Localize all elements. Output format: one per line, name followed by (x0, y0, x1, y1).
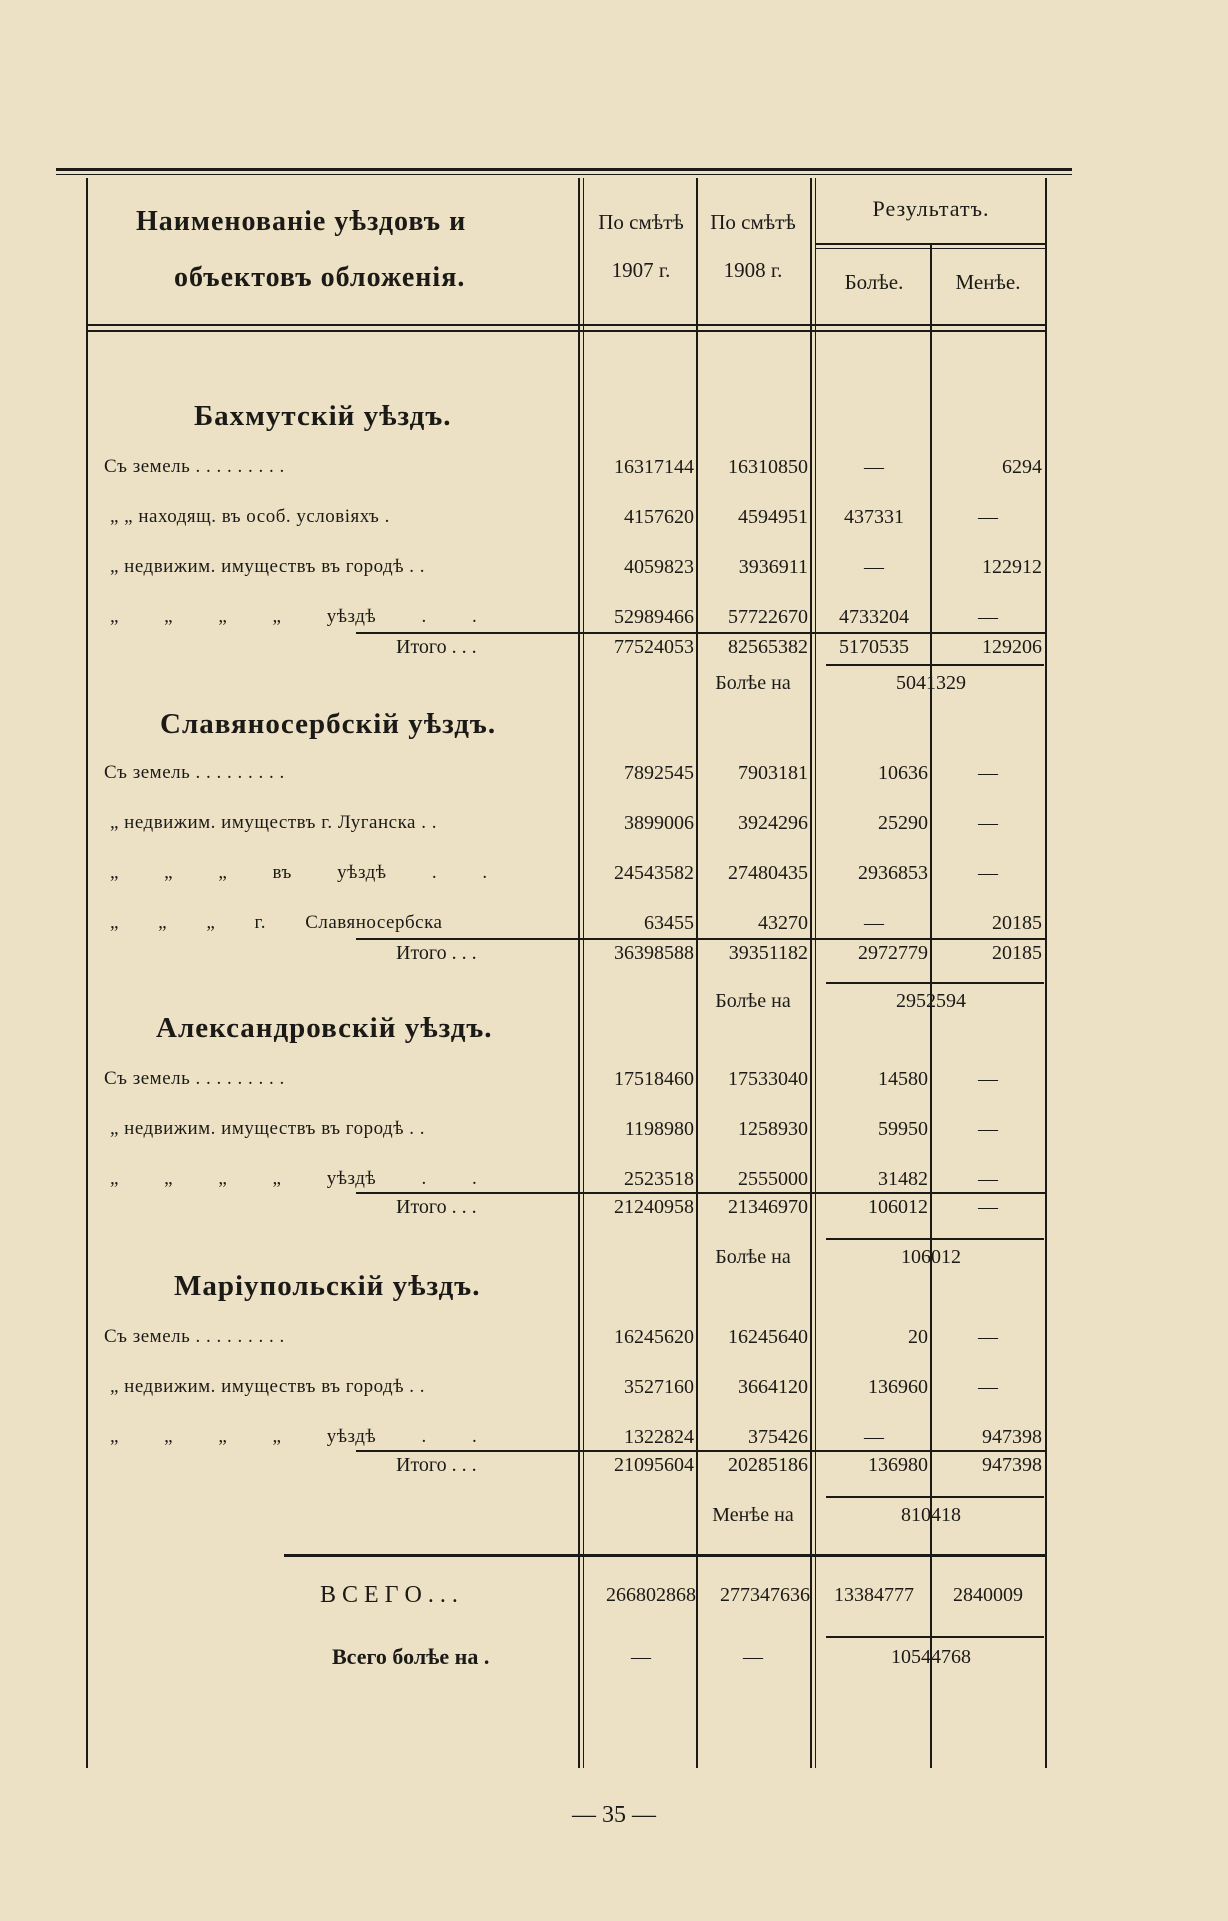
col-1907-line2: 1907 г. (611, 258, 671, 282)
balance-brace (826, 982, 1044, 984)
cell-1908: 4594951 (738, 506, 808, 528)
total-less: 947398 (982, 1454, 1042, 1476)
cell-1908: 57722670 (728, 606, 808, 628)
row-label: „ „ находящ. въ особ. условіяхъ . (110, 506, 390, 527)
cell-1907: 52989466 (614, 606, 694, 628)
cell-more: 14580 (878, 1068, 928, 1090)
cell-more: — (864, 456, 884, 478)
col-1907-line1: По смѣтѣ (598, 210, 684, 234)
total-1907: 77524053 (614, 636, 694, 658)
cell-less: — (978, 606, 998, 628)
cell-1908: 7903181 (738, 762, 808, 784)
grand-balance-1907: — (631, 1646, 651, 1668)
cell-more: — (864, 1426, 884, 1448)
cell-less: 947398 (982, 1426, 1042, 1448)
cell-1908: 375426 (748, 1426, 808, 1448)
total-more: 2972779 (858, 942, 928, 964)
cell-1907: 24543582 (614, 862, 694, 884)
col-line-right (1045, 178, 1047, 1768)
cell-1908: 3924296 (738, 812, 808, 834)
grand-total-label: В С Е Г О . . . (320, 1582, 458, 1608)
district-title: Бахмутскій уѣздъ. (194, 400, 452, 432)
total-1908: 39351182 (728, 942, 808, 964)
district-title: Александровскій уѣздъ. (156, 1012, 493, 1044)
row-label: Съ земель . . . . . . . . . (104, 1326, 285, 1347)
cell-1908: 43270 (758, 912, 808, 934)
balance-brace (826, 1496, 1044, 1498)
col-line-1908-right-2 (815, 178, 816, 1768)
cell-more: 136960 (868, 1376, 928, 1398)
district-title: Славяносербскій уѣздъ. (160, 708, 497, 740)
col-line-left (86, 178, 88, 1768)
balance-label: Менѣе на (712, 1504, 794, 1526)
total-less: 20185 (992, 942, 1042, 964)
cell-less: — (978, 862, 998, 884)
cell-less: — (978, 762, 998, 784)
cell-less: — (978, 1376, 998, 1398)
cell-less: — (978, 812, 998, 834)
cell-less: 122912 (982, 556, 1042, 578)
grand-balance-brace (826, 1636, 1044, 1638)
top-rule-thin (56, 174, 1072, 175)
row-label: „ „ „ „ уѣздѣ . . (110, 1426, 478, 1447)
col-1908-line1: По смѣтѣ (710, 210, 796, 234)
row-label: „ недвижим. имуществъ въ городѣ . . (110, 1118, 426, 1139)
grand-balance-1908: — (743, 1646, 763, 1668)
grand-balance-label: Всего болѣе на . (332, 1644, 490, 1669)
row-label: „ „ „ въ уѣздѣ . . (110, 862, 488, 883)
total-rule (356, 632, 1046, 634)
cell-1907: 63455 (644, 912, 694, 934)
cell-less: 6294 (1002, 456, 1042, 478)
cell-1907: 3899006 (624, 812, 694, 834)
cell-more: 10636 (878, 762, 928, 784)
balance-label: Болѣе на (715, 990, 791, 1012)
page-number: — 35 — (572, 1802, 656, 1828)
total-more: 106012 (868, 1196, 928, 1218)
col-more: Болѣе. (844, 270, 904, 294)
col-line-1907-right (696, 178, 698, 1768)
cell-1907: 3527160 (624, 1376, 694, 1398)
col-1908-line2: 1908 г. (723, 258, 783, 282)
cell-1907: 16317144 (614, 456, 694, 478)
total-less: 129206 (982, 636, 1042, 658)
cell-1907: 2523518 (624, 1168, 694, 1190)
cell-1908: 16245640 (728, 1326, 808, 1348)
total-label: Итого . . . (396, 942, 477, 964)
cell-less: — (978, 1326, 998, 1348)
cell-more: 25290 (878, 812, 928, 834)
total-label: Итого . . . (396, 636, 477, 658)
total-rule (356, 1450, 1046, 1452)
total-rule (356, 938, 1046, 940)
grand-total-1907: 266802868 (606, 1584, 696, 1606)
total-1908: 20285186 (728, 1454, 808, 1476)
cell-1907: 4157620 (624, 506, 694, 528)
cell-more: 437331 (844, 506, 904, 528)
total-more: 136980 (868, 1454, 928, 1476)
col-line-1907-left-2 (583, 178, 584, 1768)
cell-1907: 7892545 (624, 762, 694, 784)
cell-1907: 17518460 (614, 1068, 694, 1090)
row-label: „ недвижим. имуществъ въ городѣ . . (110, 556, 426, 577)
cell-more: — (864, 556, 884, 578)
header-rule (86, 324, 1046, 326)
grand-total-more: 13384777 (834, 1584, 914, 1606)
cell-1908: 2555000 (738, 1168, 808, 1190)
cell-more: 20 (908, 1326, 928, 1348)
cell-less: — (978, 1168, 998, 1190)
grand-total-1908: 277347636 (720, 1584, 810, 1606)
row-label: Съ земель . . . . . . . . . (104, 762, 285, 783)
row-label: „ „ „ „ уѣздѣ . . (110, 606, 478, 627)
cell-more: 31482 (878, 1168, 928, 1190)
balance-value: 810418 (901, 1504, 961, 1526)
cell-1908: 3664120 (738, 1376, 808, 1398)
row-label: „ недвижим. имуществъ въ городѣ . . (110, 1376, 426, 1397)
balance-value: 5041329 (896, 672, 966, 694)
header-rule-2 (86, 330, 1046, 332)
balance-value: 106012 (901, 1246, 961, 1268)
col-line-1907-left (578, 178, 580, 1768)
cell-1907: 1198980 (624, 1118, 694, 1140)
cell-less: — (978, 1068, 998, 1090)
cell-1908: 17533040 (728, 1068, 808, 1090)
cell-more: 4733204 (839, 606, 909, 628)
grand-total-rule (284, 1554, 1046, 1557)
top-rule (56, 168, 1072, 171)
cell-1907: 4059823 (624, 556, 694, 578)
balance-label: Болѣе на (715, 1246, 791, 1268)
grand-total-less: 2840009 (953, 1584, 1023, 1606)
grand-balance-value: 10544768 (891, 1646, 971, 1668)
total-label: Итого . . . (396, 1454, 477, 1476)
total-1907: 21095604 (614, 1454, 694, 1476)
cell-1907: 1322824 (624, 1426, 694, 1448)
cell-1908: 1258930 (738, 1118, 808, 1140)
col-result: Результатъ. (872, 196, 990, 221)
district-title: Маріупольскій уѣздъ. (174, 1270, 481, 1302)
cell-1908: 16310850 (728, 456, 808, 478)
row-label: Съ земель . . . . . . . . . (104, 1068, 285, 1089)
row-label: „ „ „ „ уѣздѣ . . (110, 1168, 478, 1189)
balance-value: 2952594 (896, 990, 966, 1012)
balance-label: Болѣе на (715, 672, 791, 694)
cell-more: 59950 (878, 1118, 928, 1140)
col-name-line2: объектовъ обложенія. (174, 262, 466, 293)
total-1907: 21240958 (614, 1196, 694, 1218)
total-1908: 21346970 (728, 1196, 808, 1218)
total-label: Итого . . . (396, 1196, 477, 1218)
col-name-line1: Наименованіе уѣздовъ и (136, 206, 467, 237)
balance-brace (826, 664, 1044, 666)
cell-1908: 27480435 (728, 862, 808, 884)
total-rule (356, 1192, 1046, 1194)
col-less: Менѣе. (955, 270, 1021, 294)
cell-1907: 16245620 (614, 1326, 694, 1348)
row-label: „ „ „ г. Славяносербска (110, 912, 443, 933)
total-more: 5170535 (839, 636, 909, 658)
col-line-1908-right (810, 178, 812, 1768)
total-1908: 82565382 (728, 636, 808, 658)
row-label: Съ земель . . . . . . . . . (104, 456, 285, 477)
cell-less: — (978, 1118, 998, 1140)
total-1907: 36398588 (614, 942, 694, 964)
row-label: „ недвижим. имуществъ г. Луганска . . (110, 812, 437, 833)
cell-less: 20185 (992, 912, 1042, 934)
cell-more: 2936853 (858, 862, 928, 884)
total-less: — (978, 1196, 998, 1218)
cell-1908: 3936911 (738, 556, 808, 578)
balance-brace (826, 1238, 1044, 1240)
cell-less: — (978, 506, 998, 528)
cell-more: — (864, 912, 884, 934)
